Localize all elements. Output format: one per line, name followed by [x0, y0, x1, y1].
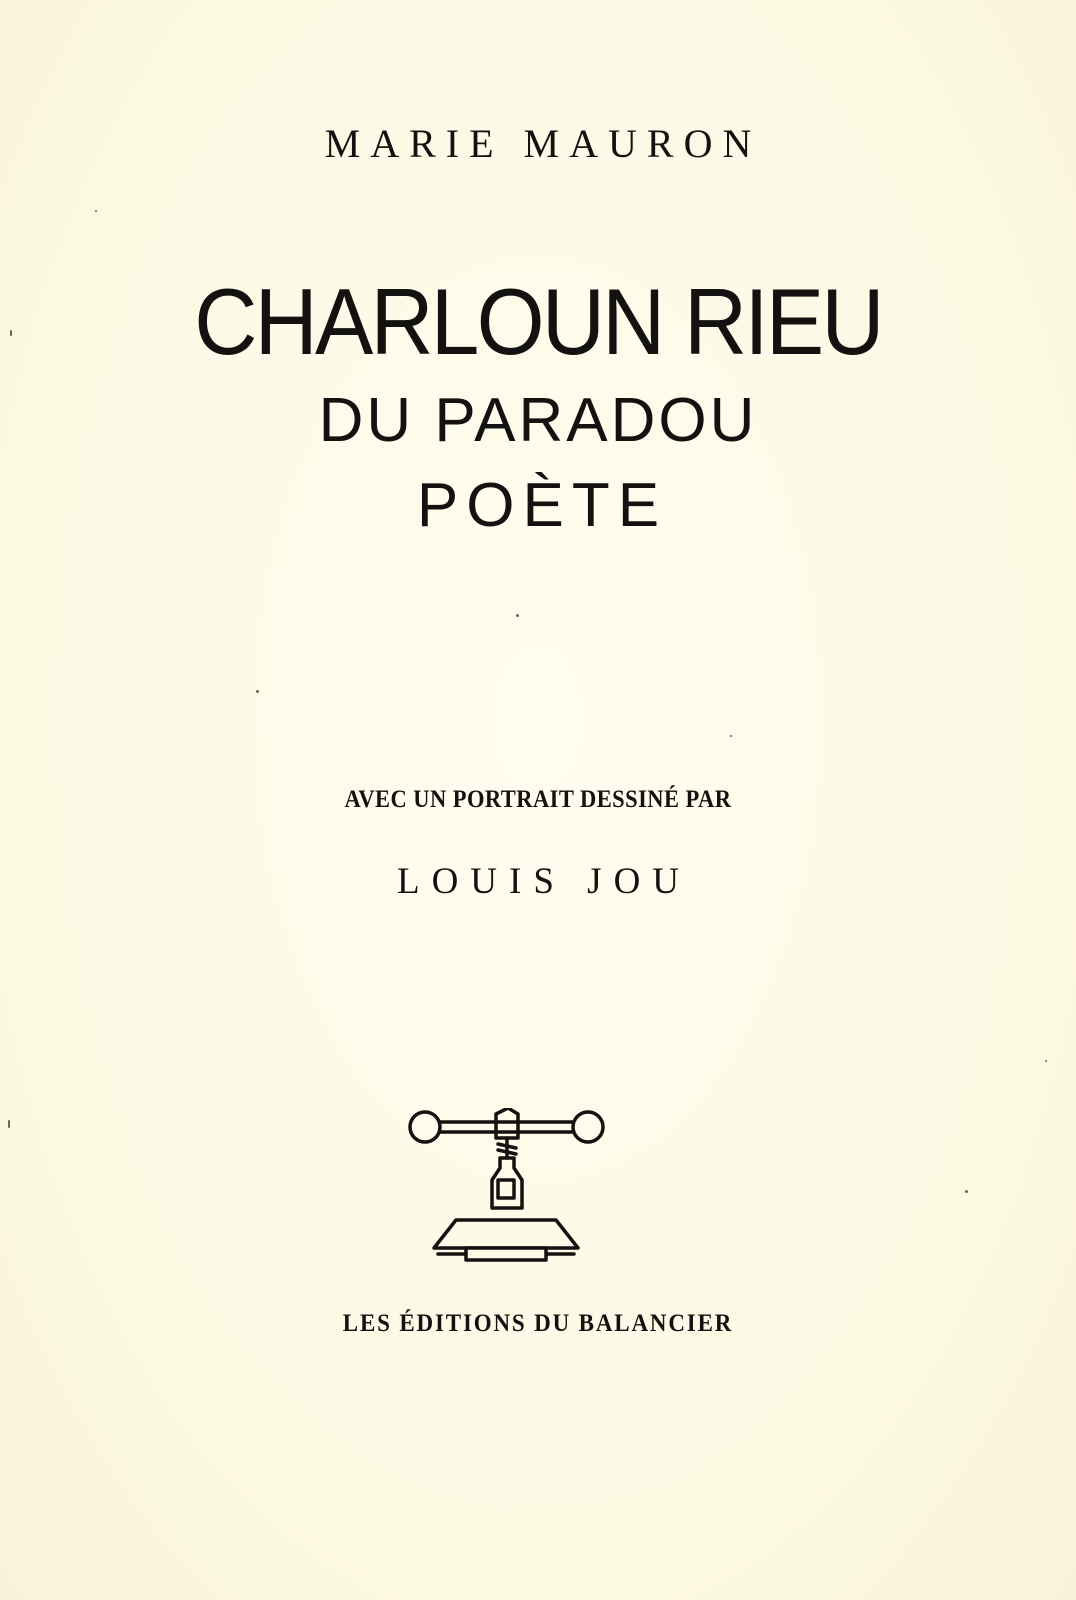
book-subtitle-line1: DU PARADOU — [318, 386, 758, 455]
paper-speck — [10, 330, 12, 336]
paper-speck — [516, 614, 519, 617]
portrait-credit: AVEC UN PORTRAIT DESSINÉ PAR — [344, 786, 732, 813]
book-subtitle-line2: POÈTE — [416, 471, 668, 540]
publisher-name: LES ÉDITIONS DU BALANCIER — [342, 1310, 734, 1337]
paper-speck — [730, 735, 732, 737]
illustrator-name: LOUIS JOU — [396, 861, 692, 902]
paper-speck — [256, 690, 259, 693]
author-name: MARIE MAURON — [324, 121, 762, 166]
paper-speck — [965, 1190, 968, 1193]
paper-speck — [1045, 1060, 1047, 1062]
coining-press-icon — [408, 1108, 618, 1283]
paper-speck — [8, 1120, 10, 1128]
paper-speck — [95, 210, 97, 212]
book-title: CHARLOUN RIEU — [194, 269, 882, 374]
